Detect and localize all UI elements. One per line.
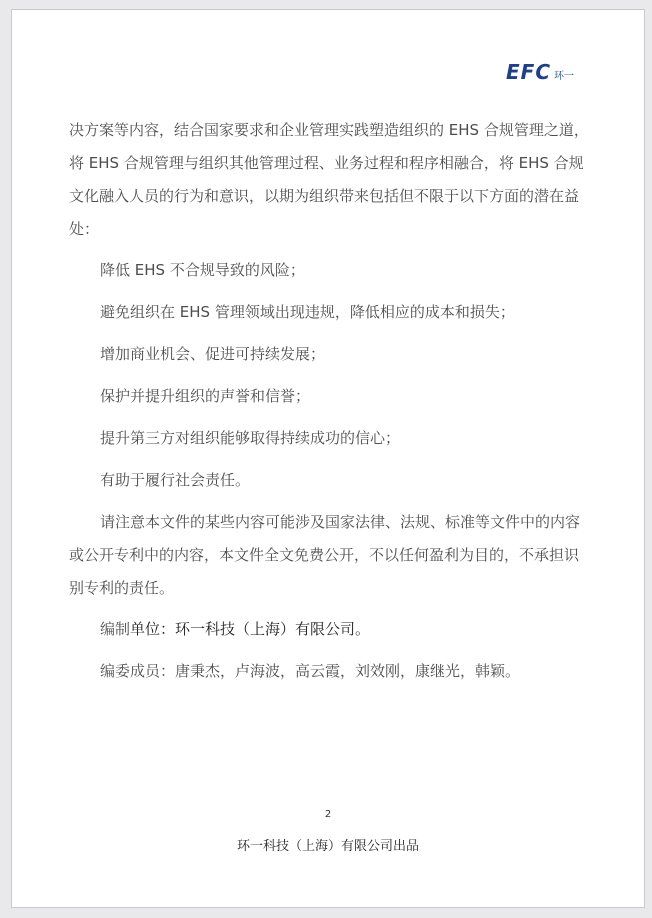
document-body	[69, 114, 589, 697]
compiler-label: 编制	[100, 620, 131, 638]
compiler-line	[69, 613, 589, 646]
logo-subtext: 环一	[554, 71, 575, 82]
members-line: 编委成员：唐秉杰，卢海波，高云霞，刘效刚，康继光，韩颖。	[100, 662, 521, 680]
benefit-item: 保护并提升组织的声誉和信誉；	[100, 387, 311, 405]
benefit-item: 提升第三方对组织能够取得持续成功的信心；	[100, 429, 401, 447]
benefit-list	[69, 254, 589, 497]
benefit-item: 有助于履行社会责任。	[100, 471, 251, 489]
company-logo	[506, 60, 574, 84]
publisher-footer: 环一科技（上海）有限公司出品	[236, 839, 419, 854]
compiler-value: 单位：环一科技（上海）有限公司。	[130, 620, 371, 638]
benefit-item: 避免组织在 EHS 管理领域出现违规，降低相应的成本和损失；	[100, 303, 515, 321]
intro-paragraph: 决方案等内容，结合国家要求和企业管理实践塑造组织的 EHS 合规管理之道，将 EHS 合规管理与组织其他管理过程、业务过程和程序相融合，将 EHS 合规文化融入人员的行为和意识，以期为组织带来包括但不限于以下方面的潜在益处：	[69, 121, 589, 238]
benefit-item: 增加商业机会、促进可持续发展；	[100, 345, 326, 363]
notice-paragraph: 请注意本文件的某些内容可能涉及国家法律、法规、标准等文件中的内容或公开专利中的内容，本文件全文免费公开，不以任何盈利为目的，不承担识别专利的责任。	[69, 513, 581, 597]
logo-mark: EFC	[506, 60, 552, 84]
document-page	[11, 9, 645, 908]
page-number: 2	[324, 809, 332, 820]
benefit-item: 降低 EHS 不合规导致的风险；	[100, 261, 305, 279]
